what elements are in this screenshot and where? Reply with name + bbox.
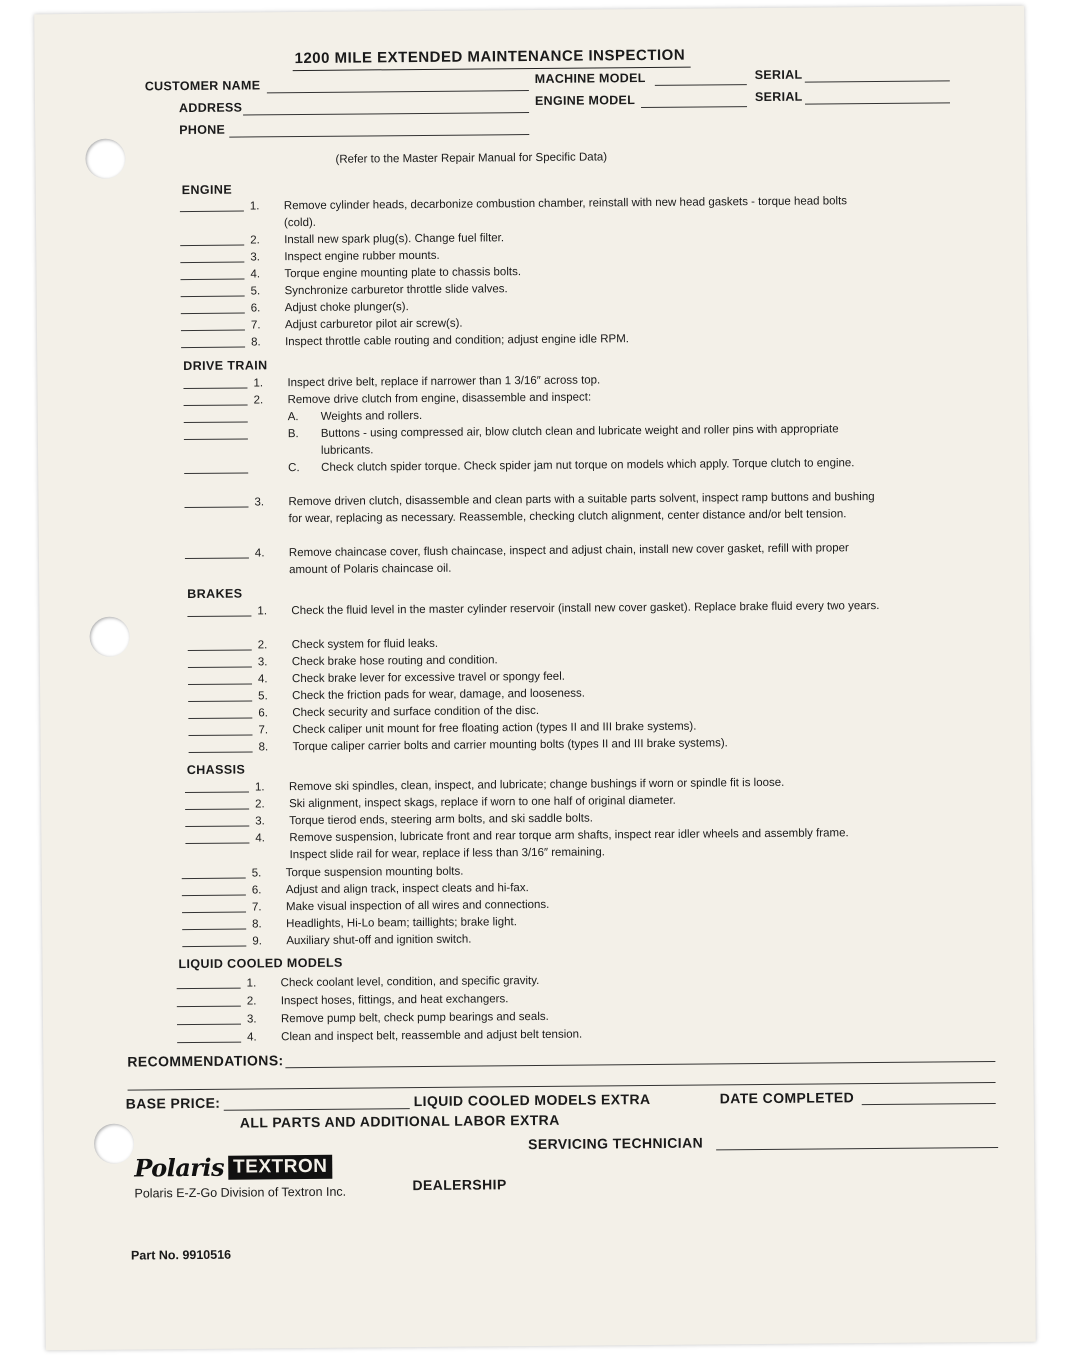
checklist-item: 3. Check brake hose routing and condition. <box>188 649 888 655</box>
checklist-item: 2. Install new spark plug(s). Change fuel filter. <box>180 227 880 233</box>
checklist-item: 3. Inspect engine rubber mounts. <box>180 244 880 250</box>
serial-field[interactable] <box>805 102 950 104</box>
check-blank[interactable] <box>180 262 244 264</box>
checklist-item: 8. Headlights, Hi-Lo beam; taillights; brake light. <box>182 911 882 917</box>
section-heading-liquid-cooled: LIQUID COOLED MODELS <box>178 955 343 972</box>
check-blank[interactable] <box>180 245 244 247</box>
checklist-item: 4. Torque engine mounting plate to chassis bolts. <box>180 261 880 267</box>
check-blank[interactable] <box>184 404 248 406</box>
checklist-item: 7. Make visual inspection of all wires and connections. <box>182 894 882 900</box>
check-blank[interactable] <box>189 751 253 753</box>
check-blank[interactable] <box>182 929 246 931</box>
serial-field[interactable] <box>805 80 950 82</box>
check-blank[interactable] <box>181 279 245 281</box>
date-completed-field[interactable] <box>862 1103 996 1105</box>
checklist-item: 1. Check coolant level, condition, and specific gravity. <box>177 970 877 976</box>
servicing-technician-label: SERVICING TECHNICIAN <box>527 1134 704 1153</box>
machine-model-label: MACHINE MODEL <box>534 71 646 86</box>
check-blank[interactable] <box>182 946 246 948</box>
recommendations-field[interactable] <box>285 1061 995 1068</box>
division-name: Polaris E-Z-Go Division of Textron Inc. <box>134 1184 347 1201</box>
check-blank[interactable] <box>182 912 246 914</box>
checklist-item: 6. Adjust choke plunger(s). <box>181 295 881 301</box>
check-blank[interactable] <box>181 313 245 315</box>
engine-model-label: ENGINE MODEL <box>534 93 636 108</box>
checklist-item: 7. Adjust carburetor pilot air screw(s). <box>181 312 881 318</box>
checklist-item: 5. Check the friction pads for wear, damage, and looseness. <box>188 683 888 689</box>
section-heading-drive-train: DRIVE TRAIN <box>183 358 268 374</box>
checklist-item: 4. Check brake lever for excessive travel or spongy feel. <box>188 666 888 672</box>
customer-name-label: CUSTOMER NAME <box>144 78 261 94</box>
section-heading-chassis: CHASSIS <box>186 762 246 778</box>
check-blank[interactable] <box>177 988 241 990</box>
dealership-label: DEALERSHIP <box>412 1176 507 1194</box>
checklist-item: 8. Inspect throttle cable routing and condition; adjust engine idle RPM. <box>181 329 881 335</box>
binder-hole <box>89 617 129 657</box>
checklist-item: 1. Remove cylinder heads, decarbonize combustion chamber, reinstall with new head gaskets - torque head bolts (cold). <box>180 193 880 233</box>
base-price-label: BASE PRICE: <box>125 1094 221 1112</box>
check-blank[interactable] <box>182 878 246 880</box>
check-blank[interactable] <box>188 683 252 685</box>
address-field[interactable] <box>243 112 529 115</box>
checklist-item: 4. Clean and inspect belt, reassemble and adjust belt tension. <box>177 1024 877 1030</box>
checklist-item: 5. Synchronize carburetor throttle slide valves. <box>181 278 881 284</box>
check-blank[interactable] <box>187 615 251 617</box>
check-blank[interactable] <box>181 330 245 332</box>
recommendations-label: RECOMMENDATIONS: <box>127 1052 284 1070</box>
check-blank[interactable] <box>185 842 249 844</box>
date-completed-label: DATE COMPLETED <box>719 1089 855 1107</box>
liquid-cooled-extra-label: LIQUID COOLED MODELS EXTRA <box>413 1091 651 1110</box>
section-heading-brakes: BRAKES <box>187 586 243 602</box>
part-number: Part No. 9910516 <box>130 1247 232 1263</box>
customer-name-field[interactable] <box>267 90 529 93</box>
check-blank[interactable] <box>184 421 248 423</box>
check-blank[interactable] <box>184 472 248 474</box>
inspection-form-sheet <box>34 6 1036 1351</box>
check-blank[interactable] <box>188 700 252 702</box>
phone-label: PHONE <box>179 122 226 138</box>
manual-reference-note: (Refer to the Master Repair Manual for Specific Data) <box>335 151 608 166</box>
check-blank[interactable] <box>184 506 248 508</box>
checklist-item: 2. Ski alignment, inspect skags, replace if worn to one half of original diameter. <box>185 791 885 797</box>
checklist-item: 1. Inspect drive belt, replace if narrower than 1 3/16″ across top. <box>183 370 883 376</box>
checklist-item: 7. Check caliper unit mount for free floating action (types II and III brake systems). <box>188 717 888 723</box>
check-blank[interactable] <box>185 825 249 827</box>
check-blank[interactable] <box>185 557 249 559</box>
address-label: ADDRESS <box>178 100 243 116</box>
check-blank[interactable] <box>188 649 252 651</box>
check-blank[interactable] <box>180 211 244 213</box>
parts-labor-extra-note: ALL PARTS AND ADDITIONAL LABOR EXTRA <box>239 1111 560 1131</box>
serial-label: SERIAL <box>754 89 803 105</box>
check-blank[interactable] <box>177 1024 241 1026</box>
check-blank[interactable] <box>184 438 248 440</box>
servicing-technician-field[interactable] <box>716 1147 998 1150</box>
machine-model-field[interactable] <box>655 84 747 86</box>
checklist-item: 3. Remove pump belt, check pump bearings and seals. <box>177 1006 877 1012</box>
checklist-subitem: C. Check clutch spider torque. Check spider jam nut torque on models which apply. Torque clutch to engine. <box>184 455 884 461</box>
checklist-subitem: A. Weights and rollers. <box>184 404 884 410</box>
checklist-item: 1. Remove ski spindles, clean, inspect, and lubricate; change bushings if worn or spindle fit is loose. <box>185 774 885 780</box>
checklist-item: 3. Torque tierod ends, steering arm bolts, and ski saddle bolts. <box>185 808 885 814</box>
check-blank[interactable] <box>182 895 246 897</box>
check-blank[interactable] <box>183 387 247 389</box>
checklist-item: 2. Inspect hoses, fittings, and heat exchangers. <box>177 988 877 994</box>
checklist-item: 3. Remove driven clutch, disassemble and clean parts with a suitable parts solvent, inspect ramp buttons and bushing for wear, replacing as necessary. Reassemble, checking clutch alignment, center distance and/or belt tension. <box>184 489 884 495</box>
check-blank[interactable] <box>177 1006 241 1008</box>
check-blank[interactable] <box>188 734 252 736</box>
binder-hole <box>85 139 125 179</box>
checklist-item: 6. Check security and surface condition of the disc. <box>188 700 888 706</box>
checklist-subitem: B. Buttons - using compressed air, blow clutch clean and lubricate weight and roller pins with appropriate lubricants. <box>184 421 884 427</box>
checklist-item: 4. Remove suspension, lubricate front and rear torque arm shafts, inspect rear idler wheels and assembly frame. Inspect slide rail for wear, replace if less than 3/16″ remaining. <box>185 825 885 831</box>
check-blank[interactable] <box>185 808 249 810</box>
section-heading-engine: ENGINE <box>181 182 233 198</box>
check-blank[interactable] <box>177 1042 241 1044</box>
checklist-item: 2. Remove drive clutch from engine, disassemble and inspect: <box>184 387 884 393</box>
checklist-item: 8. Torque caliper carrier bolts and carrier mounting bolts (types II and III brake systems). <box>189 734 889 740</box>
check-blank[interactable] <box>181 347 245 349</box>
serial-label: SERIAL <box>754 67 803 83</box>
polaris-textron-logo <box>134 1152 332 1183</box>
polaris-wordmark: Polaris <box>134 1152 225 1183</box>
checklist-item: 5. Torque suspension mounting bolts. <box>182 860 882 866</box>
base-price-field[interactable] <box>224 1108 410 1111</box>
checklist-item: 1. Check the fluid level in the master cylinder reservoir (install new cover gasket). Replace brake fluid every two years. <box>187 598 887 604</box>
checklist-item: 6. Adjust and align track, inspect cleats and hi-fax. <box>182 877 882 883</box>
check-blank[interactable] <box>188 717 252 719</box>
recommendations-field[interactable] <box>128 1082 996 1091</box>
check-blank[interactable] <box>181 296 245 298</box>
checklist-item: 2. Check system for fluid leaks. <box>188 632 888 638</box>
checklist-item: 9. Auxiliary shut-off and ignition switch. <box>182 928 882 934</box>
binder-hole <box>94 1124 134 1164</box>
phone-field[interactable] <box>229 134 529 138</box>
check-blank[interactable] <box>185 792 249 794</box>
check-blank[interactable] <box>188 666 252 668</box>
textron-wordmark: TEXTRON <box>228 1154 332 1179</box>
form-title: 1200 MILE EXTENDED MAINTENANCE INSPECTION <box>294 46 686 68</box>
engine-model-field[interactable] <box>641 106 747 108</box>
checklist-item: 4. Remove chaincase cover, flush chaincase, inspect and adjust chain, install new cover gasket, refill with proper amount of Polaris chaincase oil. <box>185 540 885 546</box>
